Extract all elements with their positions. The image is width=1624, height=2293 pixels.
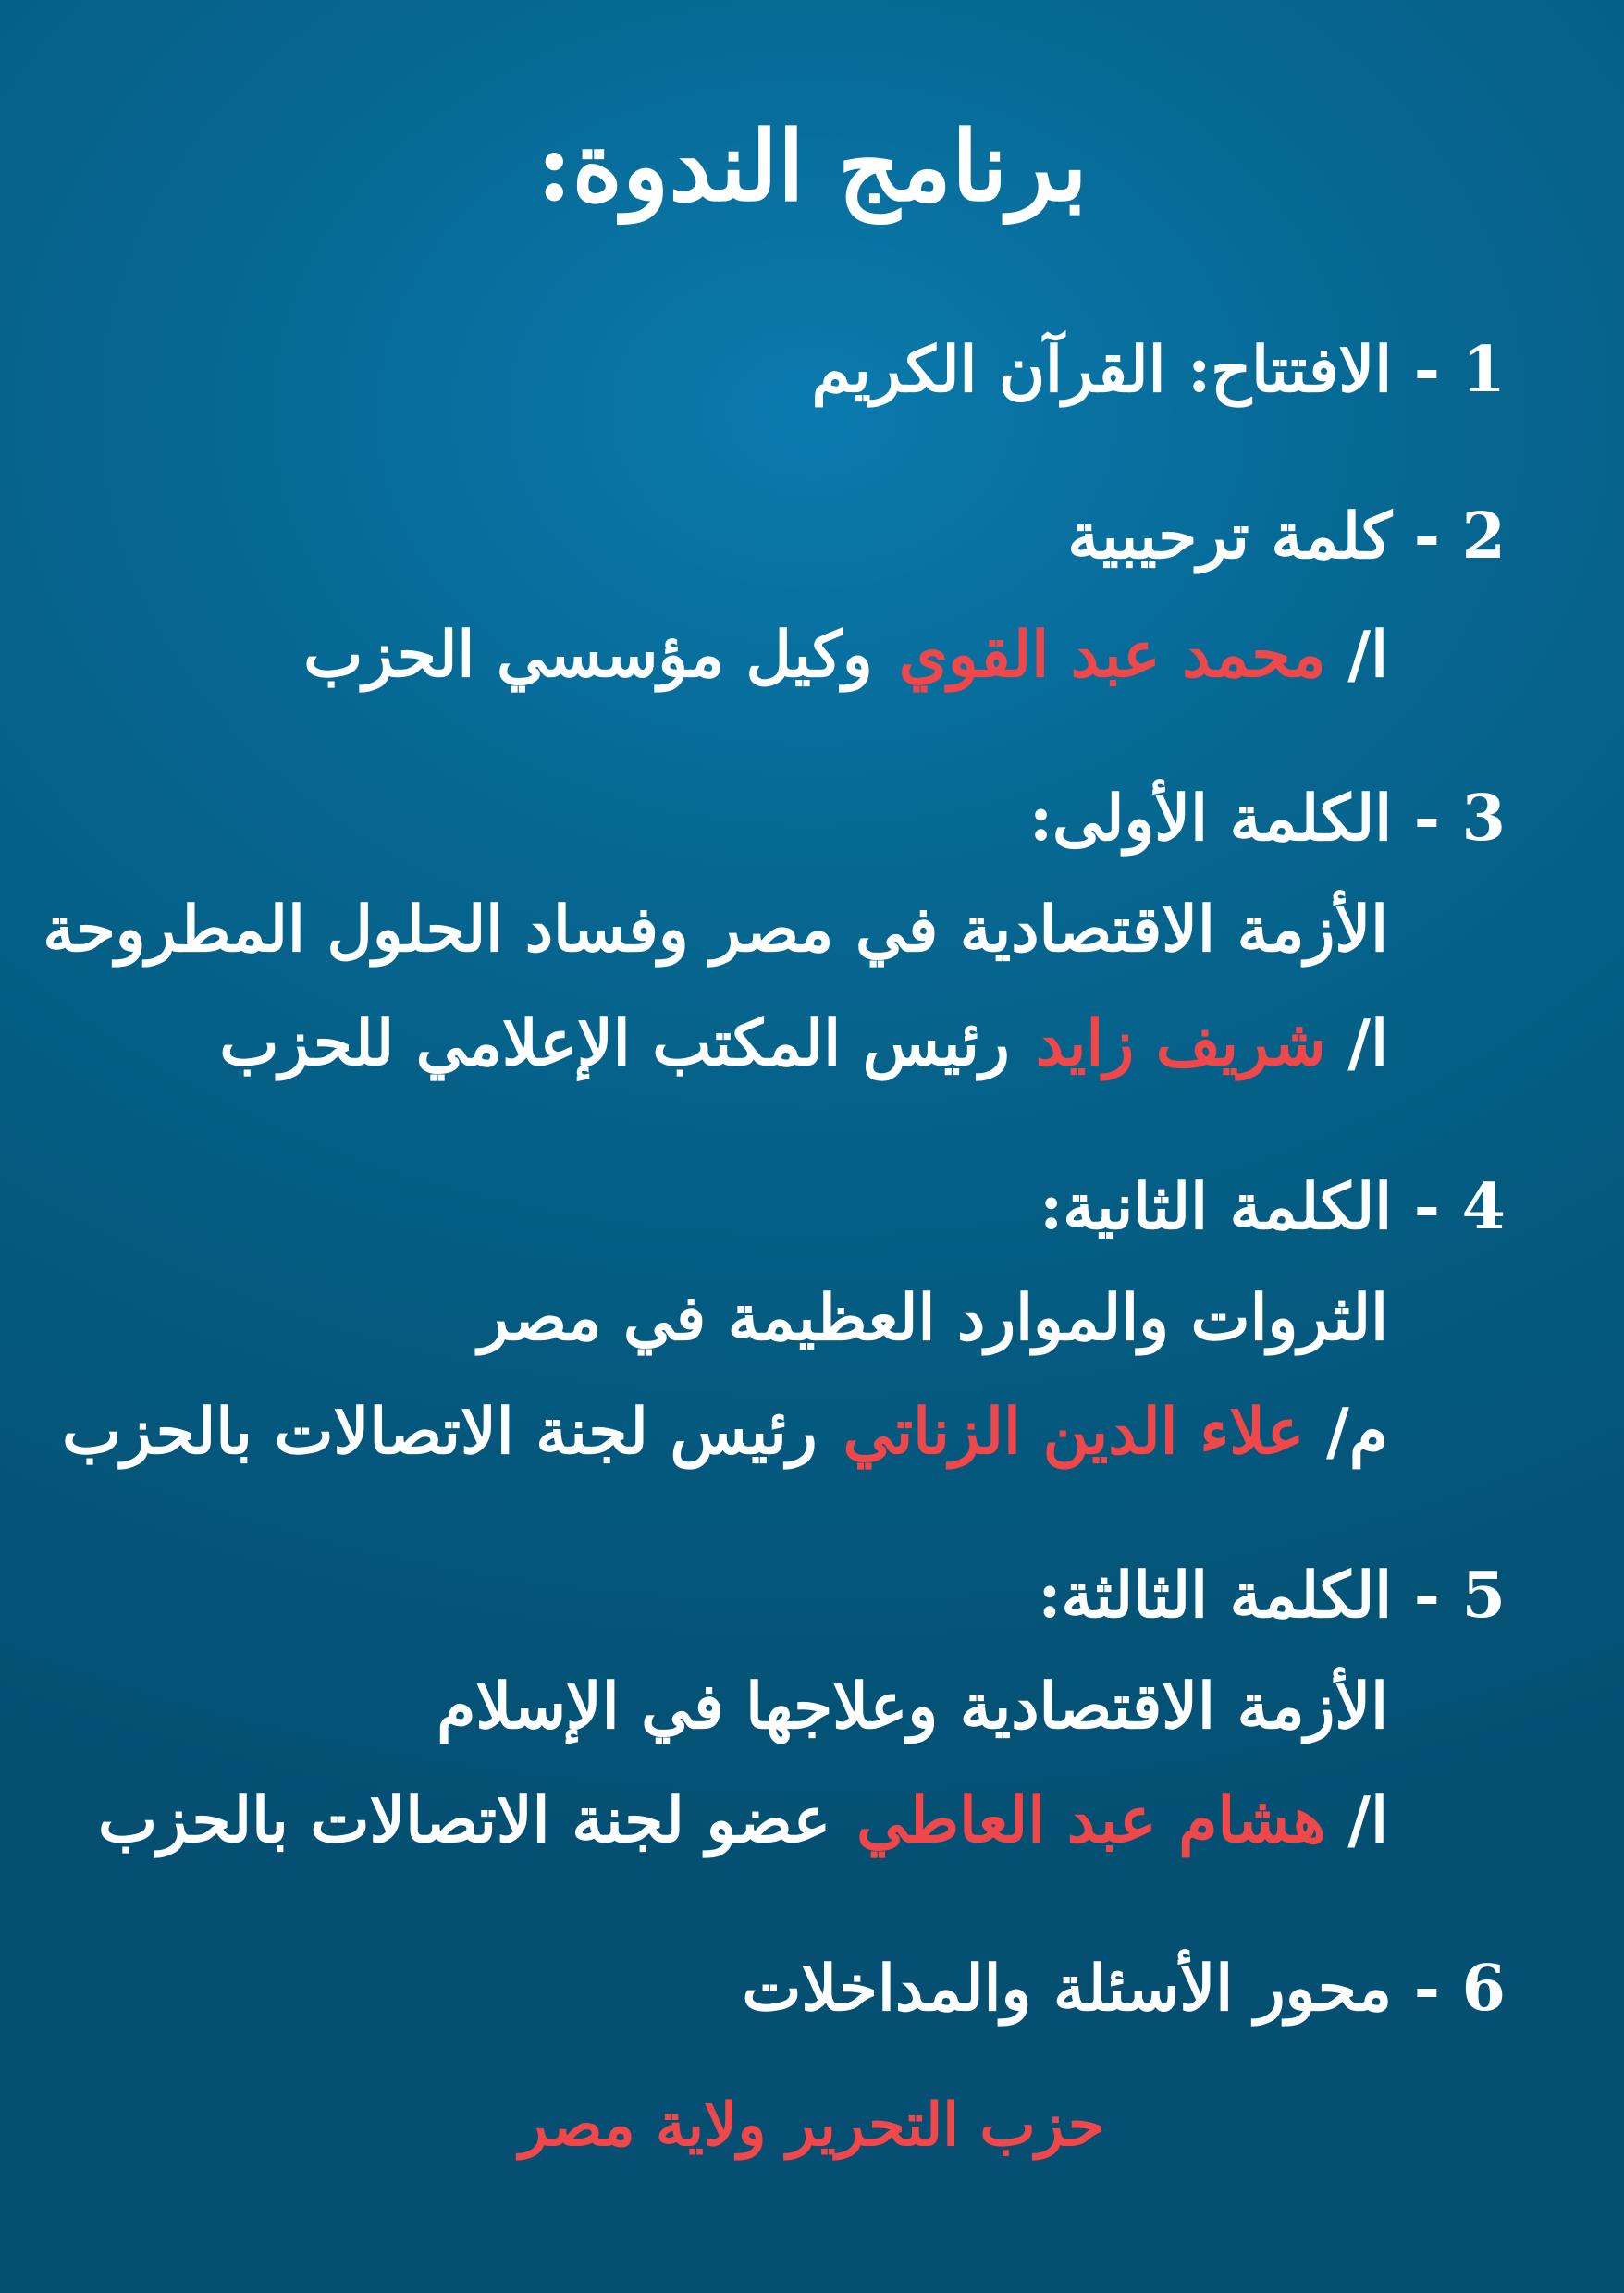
item-number: 6: [1461, 1952, 1506, 2026]
speaker-role: عضو لجنة الاتصالات بالحزب: [98, 1783, 831, 1857]
item-separator: -: [1392, 1952, 1462, 2026]
item-2-speaker: [303, 618, 1388, 694]
item-number: 2: [1461, 499, 1506, 573]
item-5-topic: الأزمة الاقتصادية وعلاجها في الإسلام: [437, 1670, 1388, 1744]
item-2-heading: [1067, 499, 1506, 575]
item-1-heading: [812, 333, 1506, 409]
item-title: الكلمة الثانية:: [1040, 1170, 1393, 1244]
item-5-heading: [1038, 1559, 1506, 1634]
item-4-topic: الثروات والموارد العظيمة في مصر: [478, 1281, 1388, 1355]
item-title: الكلمة الأولى:: [1028, 782, 1393, 856]
item-3-heading: [1029, 782, 1506, 857]
speaker-name: محمد عبد القوي: [898, 618, 1326, 692]
item-3-speaker: [219, 1006, 1388, 1082]
item-title: كلمة ترحيبية: [1067, 499, 1393, 573]
item-title: الكلمة الثالثة:: [1038, 1559, 1393, 1633]
item-title: محور الأسئلة والمداخلات: [742, 1952, 1393, 2026]
item-number: 5: [1461, 1559, 1506, 1633]
speaker-prefix: ا/: [1325, 1006, 1388, 1080]
speaker-role: وكيل مؤسسي الحزب: [303, 618, 873, 692]
speaker-prefix: م/: [1304, 1395, 1388, 1469]
poster-title: برنامج الندوة:: [536, 109, 1088, 223]
item-5-speaker: [98, 1783, 1388, 1859]
speaker-name: هشام عبد العاطي: [856, 1783, 1326, 1857]
item-separator: -: [1392, 499, 1462, 573]
item-separator: -: [1392, 1170, 1462, 1244]
speaker-name: شريف زايد: [1035, 1006, 1326, 1080]
item-number: 4: [1461, 1170, 1506, 1244]
organization-signature: حزب التحرير ولاية مصر: [519, 2090, 1105, 2160]
speaker-role: رئيس لجنة الاتصالات بالحزب: [62, 1395, 818, 1469]
item-separator: -: [1392, 1559, 1462, 1633]
item-6-heading: [742, 1952, 1506, 2028]
item-separator: -: [1392, 333, 1462, 407]
item-4-heading: [1040, 1170, 1506, 1246]
item-number: 1: [1461, 333, 1506, 407]
item-separator: -: [1392, 782, 1462, 856]
item-4-speaker: [62, 1395, 1388, 1471]
speaker-prefix: ا/: [1325, 618, 1388, 692]
item-title: الافتتاح: القرآن الكريم: [811, 333, 1393, 407]
speaker-name: علاء الدين الزناتي: [843, 1395, 1305, 1469]
speaker-prefix: ا/: [1325, 1783, 1388, 1857]
item-number: 3: [1461, 782, 1506, 856]
item-3-topic: الأزمة الاقتصادية في مصر وفساد الحلول المطروحة: [43, 893, 1388, 967]
speaker-role: رئيس المكتب الإعلامي للحزب: [219, 1006, 1010, 1080]
